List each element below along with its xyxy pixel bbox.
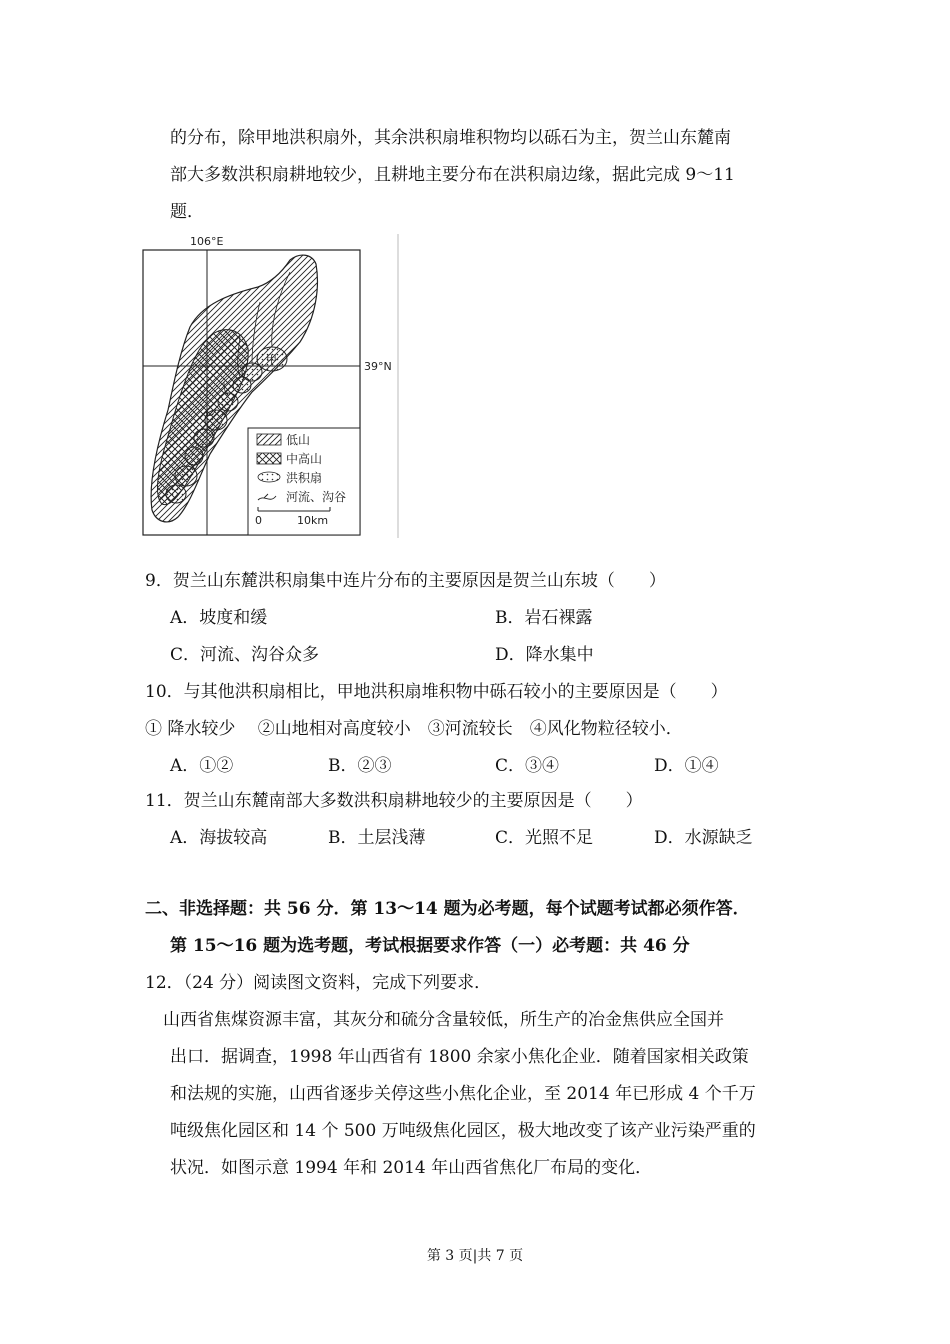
question-11-stem: 11．贺兰山东麓南部大多数洪积扇耕地较少的主要原因是（ ）	[145, 791, 643, 811]
q12-text-line-4: 吨级焦化园区和 14 个 500 万吨级焦化园区，极大地改变了该产业污染严重的	[170, 1121, 756, 1141]
q12-text-line-2: 出口．据调查，1998 年山西省有 1800 余家小焦化企业．随着国家相关政策	[170, 1047, 749, 1067]
q9-option-b: B．岩石裸露	[495, 608, 593, 628]
legend-low-mountain: 低山	[286, 433, 311, 447]
q12-text-line-1: 山西省焦煤资源丰富，其灰分和硫分含量较低，所生产的冶金焦供应全国并	[163, 1010, 724, 1030]
q10-statements: ① 降水较少 ②山地相对高度较小 ③河流较长 ④风化物粒径较小．	[145, 719, 683, 739]
place-label-jia: 甲	[266, 353, 277, 366]
intro-line-3: 题．	[170, 202, 204, 222]
section-2-heading-line-2: 第 15～16 题为选考题，考试根据要求作答（一）必考题：共 46 分	[170, 936, 690, 956]
legend-alluvial-fan: 洪积扇	[286, 471, 323, 485]
q9-option-d: D．降水集中	[495, 645, 594, 665]
q10-option-d: D．①④	[654, 756, 719, 776]
intro-line-2: 部大多数洪积扇耕地较少，且耕地主要分布在洪积扇边缘，据此完成 9～11	[170, 165, 735, 185]
helan-mountain-map	[140, 232, 402, 540]
question-12-stem: 12．（24 分）阅读图文资料，完成下列要求．	[145, 973, 492, 993]
q11-option-d: D．水源缺乏	[654, 828, 753, 848]
lat-label: 39°N	[364, 360, 392, 373]
question-9-stem: 9．贺兰山东麓洪积扇集中连片分布的主要原因是贺兰山东坡（ ）	[145, 571, 666, 591]
lon-label: 106°E	[190, 235, 224, 248]
legend-mid-high-mountain: 中高山	[286, 452, 323, 466]
q11-option-a: A．海拔较高	[170, 828, 268, 848]
q9-option-a: A．坡度和缓	[170, 608, 268, 628]
q10-option-c: C．③④	[495, 756, 560, 776]
section-2-heading-line-1: 二、非选择题：共 56 分．第 13～14 题为必考题，每个试题考试都必须作答．	[145, 899, 750, 919]
scale-end: 10km	[297, 514, 329, 527]
q11-option-b: B．土层浅薄	[328, 828, 426, 848]
q11-option-c: C．光照不足	[495, 828, 594, 848]
map-legend	[248, 428, 360, 535]
page-footer: 第 3 页|共 7 页	[426, 1248, 524, 1264]
legend-rivers: 河流、沟谷	[286, 490, 347, 504]
q12-text-line-3: 和法规的实施，山西省逐步关停这些小焦化企业，至 2014 年已形成 4 个千万	[170, 1084, 756, 1104]
intro-line-1: 的分布，除甲地洪积扇外，其余洪积扇堆积物均以砾石为主，贺兰山东麓南	[170, 128, 731, 148]
question-10-stem: 10．与其他洪积扇相比，甲地洪积扇堆积物中砾石较小的主要原因是（ ）	[145, 682, 728, 702]
scale-start: 0	[255, 514, 262, 527]
q9-option-c: C．河流、沟谷众多	[170, 645, 320, 665]
q12-text-line-5: 状况．如图示意 1994 年和 2014 年山西省焦化厂布局的变化．	[170, 1158, 653, 1178]
q10-option-a: A．①②	[170, 756, 234, 776]
q10-option-b: B．②③	[328, 756, 392, 776]
